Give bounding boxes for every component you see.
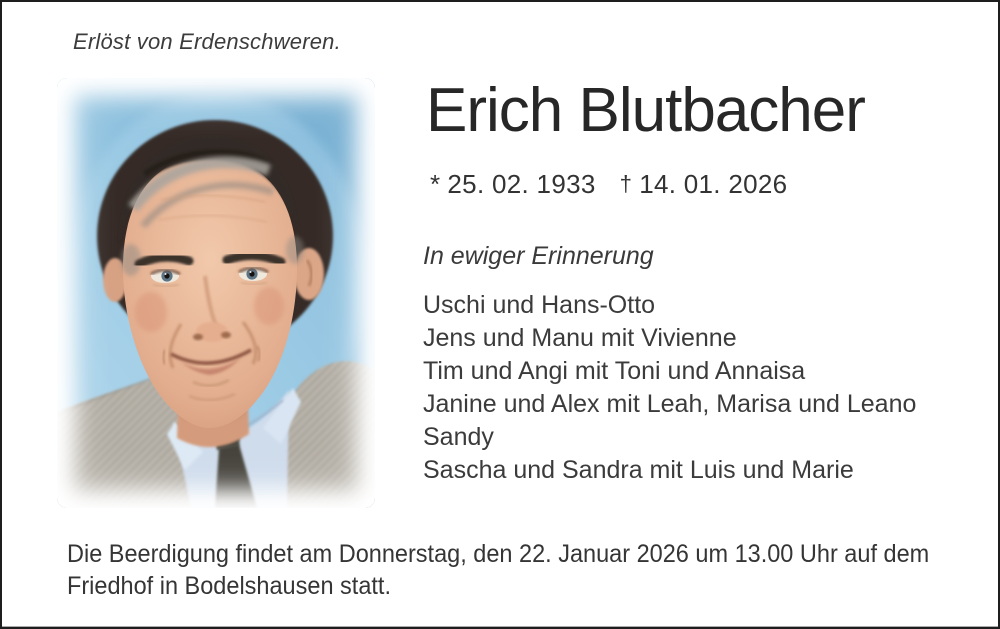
death-date xyxy=(620,169,788,199)
mourner-line: Uschi und Hans-Otto xyxy=(423,291,656,319)
mourner-line: Sandy xyxy=(423,423,494,451)
death-date-value: 14. 01. 2026 xyxy=(639,169,788,199)
birth-date xyxy=(430,169,596,199)
portrait-illustration xyxy=(57,78,375,508)
memorial-line: In ewiger Erinnerung xyxy=(423,242,654,270)
funeral-notice-line: Die Beerdigung findet am Donnerstag, den 22. Januar 2026 um 13.00 Uhr auf dem xyxy=(67,540,930,568)
mourner-line: Janine und Alex mit Leah, Marisa und Leano xyxy=(423,390,917,418)
mourner-line: Tim und Angi mit Toni und Annaisa xyxy=(423,357,806,385)
mourner-line: Sascha und Sandra mit Luis und Marie xyxy=(423,456,854,484)
funeral-notice xyxy=(67,538,929,602)
died-symbol: † xyxy=(619,171,633,196)
life-dates xyxy=(430,169,787,200)
funeral-notice-line: Friedhof in Bodelshausen statt. xyxy=(67,572,391,600)
epigraph-line: Erlöst von Erdenschweren. xyxy=(73,29,341,54)
mourner-line: Jens und Manu mit Vivienne xyxy=(423,324,737,352)
born-symbol: * xyxy=(430,169,441,199)
birth-date-value: 25. 02. 1933 xyxy=(447,169,596,199)
deceased-name: Erich Blutbacher xyxy=(426,76,865,145)
mourners-list xyxy=(423,289,916,487)
portrait-photo xyxy=(57,78,375,508)
